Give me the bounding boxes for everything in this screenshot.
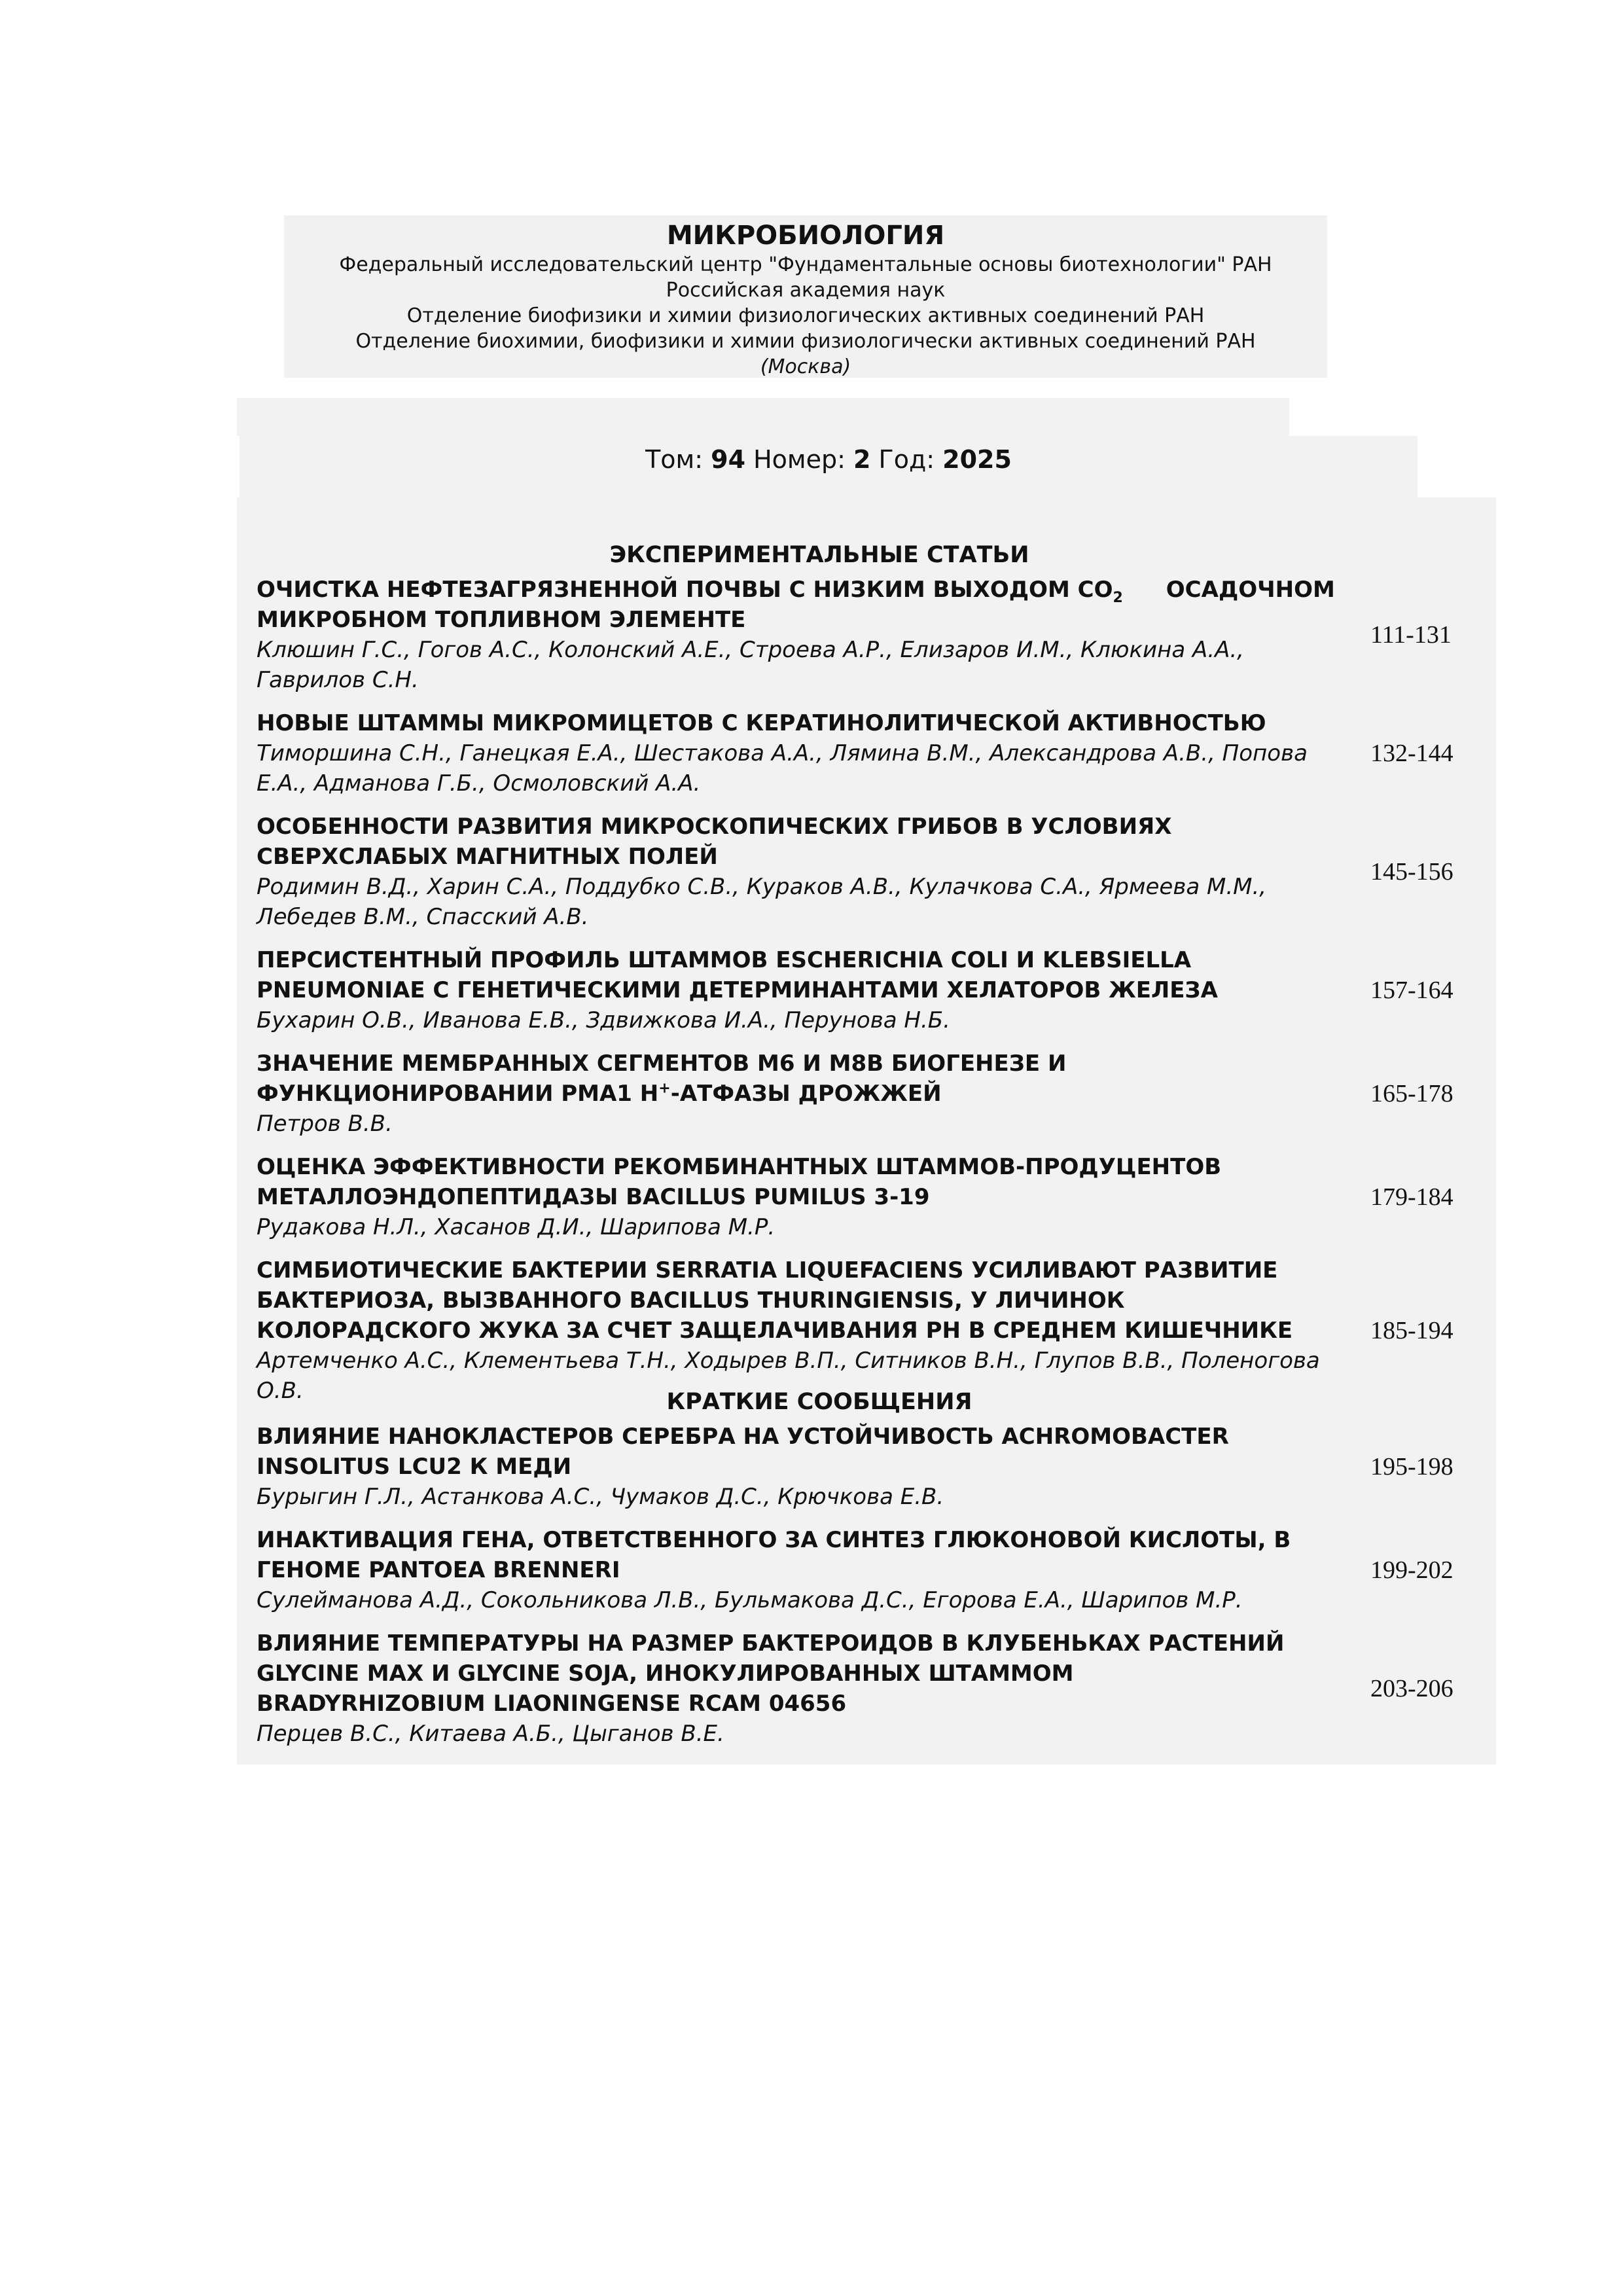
- article-authors-line: Лебедев В.М., Спасский А.В.: [257, 904, 589, 930]
- year-value: 2025: [942, 445, 1012, 474]
- article-title-line: НОВЫЕ ШТАММЫ МИКРОМИЦЕТОВ С КЕРАТИНОЛИТИЧЕСКОЙ АКТИВНОСТЬЮ: [257, 710, 1266, 736]
- toc-entry[interactable]: [257, 708, 1454, 798]
- article-title[interactable]: [257, 1525, 1395, 1585]
- article-title[interactable]: [257, 1255, 1395, 1346]
- article-title-line: ГЕНОМЕ PANTOEA BRENNERI: [257, 1557, 620, 1583]
- article-authors-line: Бурыгин Г.Л., Астанкова А.С., Чумаков Д.С., Крючкова Е.В.: [257, 1484, 944, 1510]
- article-title-line: СВЕРХСЛАБЫХ МАГНИТНЫХ ПОЛЕЙ: [257, 844, 718, 870]
- article-title[interactable]: [257, 1152, 1395, 1212]
- journal-title: МИКРОБИОЛОГИЯ: [666, 221, 945, 251]
- volume-label: Том:: [645, 445, 704, 474]
- article-authors-line: Клюшин Г.С., Гогов А.С., Колонский А.Е., Строева А.Р., Елизаров И.М., Клюкина А.А.,: [257, 637, 1244, 663]
- article-title-line: ФУНКЦИОНИРОВАНИИ PMA1 H+-АТФАЗЫ ДРОЖЖЕЙ: [257, 1080, 942, 1107]
- article-title-line: ЗНАЧЕНИЕ МЕМБРАННЫХ СЕГМЕНТОВ М6 И М8В БИОГЕНЕЗЕ И: [257, 1050, 1067, 1077]
- article-authors-line: Перцев В.С., Китаева А.Б., Цыганов В.Е.: [257, 1721, 724, 1747]
- article-authors: [257, 1719, 1343, 1749]
- article-title-line: ОСОБЕННОСТИ РАЗВИТИЯ МИКРОСКОПИЧЕСКИХ ГРИБОВ В УСЛОВИЯХ: [257, 814, 1172, 840]
- article-authors: [257, 738, 1343, 798]
- article-title-line: BRADYRHIZOBIUM LIAONINGENSE RCAM 04656: [257, 1691, 847, 1717]
- section-heading: КРАТКИЕ СООБЩЕНИЯ: [666, 1389, 972, 1415]
- journal-org-line: Российская академия наук: [666, 279, 946, 302]
- article-title-line: СИМБИОТИЧЕСКИЕ БАКТЕРИИ SERRATIA LIQUEFACIENS УСИЛИВАЮТ РАЗВИТИЕ: [257, 1257, 1278, 1283]
- article-pages: 185-194: [1370, 1317, 1454, 1344]
- article-authors-line: Гаврилов С.Н.: [257, 667, 419, 693]
- journal-org-line: Отделение биохимии, биофизики и химии физиологически активных соединений РАН: [355, 330, 1256, 353]
- toc-entry[interactable]: [257, 1255, 1454, 1406]
- toc-entry[interactable]: [257, 1152, 1454, 1242]
- article-title[interactable]: [257, 1049, 1395, 1109]
- toc-entry[interactable]: [257, 1422, 1454, 1512]
- article-title[interactable]: [257, 575, 1395, 635]
- table-of-contents: [237, 497, 1496, 1765]
- article-authors-line: Родимин В.Д., Харин С.А., Поддубко С.В., Кураков А.В., Кулачкова С.А., Ярмеева М.М.,: [257, 874, 1267, 900]
- article-authors-line: Петров В.В.: [257, 1111, 393, 1137]
- article-title-line: ВЛИЯНИЕ ТЕМПЕРАТУРЫ НА РАЗМЕР БАКТЕРОИДОВ В КЛУБЕНЬКАХ РАСТЕНИЙ: [257, 1630, 1285, 1657]
- toc-entry[interactable]: [257, 575, 1452, 695]
- article-authors: [257, 1482, 1343, 1512]
- article-title[interactable]: [257, 812, 1395, 872]
- article-pages: 179-184: [1370, 1183, 1454, 1211]
- superscript: +: [658, 1080, 671, 1097]
- article-authors-line: Тиморшина С.Н., Ганецкая Е.А., Шестакова А.А., Лямина В.М., Александрова А.В., Попова: [257, 740, 1308, 766]
- subscript: 2: [1113, 589, 1123, 606]
- article-pages: 199-202: [1370, 1556, 1454, 1584]
- journal-org-line: Отделение биофизики и химии физиологических активных соединений РАН: [406, 304, 1205, 327]
- article-title-line: ИНАКТИВАЦИЯ ГЕНА, ОТВЕТСТВЕННОГО ЗА СИНТЕЗ ГЛЮКОНОВОЙ КИСЛОТЫ, В: [257, 1527, 1291, 1553]
- article-title[interactable]: [257, 945, 1395, 1005]
- journal-org-line: Федеральный исследовательский центр "Фундаментальные основы биотехнологии" РАН: [339, 253, 1272, 276]
- article-authors-line: Сулейманова А.Д., Сокольникова Л.В., Бульмакова Д.С., Егорова Е.А., Шарипов М.Р.: [257, 1587, 1243, 1613]
- volume-value: 94: [711, 445, 746, 474]
- article-pages: 203-206: [1370, 1675, 1454, 1702]
- article-authors: [257, 1005, 1343, 1035]
- toc-entry[interactable]: [257, 1049, 1454, 1139]
- article-authors-line: Бухарин О.В., Иванова Е.В., Здвижкова И.А., Перунова Н.Б.: [257, 1007, 950, 1033]
- article-title[interactable]: [257, 1628, 1395, 1719]
- article-title-line: ОЦЕНКА ЭФФЕКТИВНОСТИ РЕКОМБИНАНТНЫХ ШТАММОВ-ПРОДУЦЕНТОВ: [257, 1154, 1222, 1180]
- article-authors-line: Е.А., Адманова Г.Б., Осмоловский А.А.: [257, 770, 701, 797]
- article-title-line: GLYCINE MAX И GLYCINE SOJA, ИНОКУЛИРОВАННЫХ ШТАММОМ: [257, 1660, 1074, 1687]
- article-authors-line: О.В.: [257, 1378, 304, 1404]
- article-title-line: МИКРОБНОМ ТОПЛИВНОМ ЭЛЕМЕНТЕ: [257, 607, 746, 633]
- section-heading: ЭКСПЕРИМЕНТАЛЬНЫЕ СТАТЬИ: [609, 542, 1029, 568]
- article-authors: [257, 1212, 1343, 1242]
- issue-info: [240, 436, 1418, 483]
- number-label: Номер:: [753, 445, 846, 474]
- article-pages: 132-144: [1370, 740, 1454, 767]
- article-authors: [257, 1585, 1343, 1615]
- article-authors: [257, 872, 1343, 932]
- article-title[interactable]: [257, 1422, 1395, 1482]
- article-authors-line: Рудакова Н.Л., Хасанов Д.И., Шарипова М.Р.: [257, 1214, 776, 1240]
- toc-entry[interactable]: [257, 1628, 1454, 1749]
- article-pages: 111-131: [1370, 621, 1452, 649]
- article-title-line: БАКТЕРИОЗА, ВЫЗВАННОГО BACILLUS THURINGIENSIS, У ЛИЧИНОК: [257, 1287, 1125, 1314]
- issue-band: [237, 398, 1289, 436]
- article-title-line: ОЧИСТКА НЕФТЕЗАГРЯЗНЕННОЙ ПОЧВЫ С НИЗКИМ ВЫХОДОМ $CO_2$ ОСАДОЧНОМ: [257, 577, 1335, 606]
- toc-entry[interactable]: [257, 945, 1454, 1035]
- article-authors-line: Артемченко А.С., Клементьева Т.Н., Ходырев В.П., Ситников В.Н., Глупов В.В., Поленогова: [257, 1348, 1320, 1374]
- toc-entry[interactable]: [257, 812, 1454, 932]
- article-pages: 165-178: [1370, 1080, 1454, 1107]
- journal-header: [284, 215, 1327, 378]
- article-authors: [257, 1109, 1343, 1139]
- article-title-line: ПЕРСИСТЕНТНЫЙ ПРОФИЛЬ ШТАММОВ ESCHERICHIA COLI И KLEBSIELLA: [257, 947, 1192, 973]
- article-pages: 145-156: [1370, 858, 1454, 886]
- article-pages: 195-198: [1370, 1453, 1454, 1480]
- number-value: 2: [853, 445, 871, 474]
- article-pages: 157-164: [1370, 977, 1454, 1004]
- article-title-line: МЕТАЛЛОЭНДОПЕПТИДАЗЫ BACILLUS PUMILUS 3-19: [257, 1184, 930, 1210]
- article-title-line: ВЛИЯНИЕ НАНОКЛАСТЕРОВ СЕРЕБРА НА УСТОЙЧИВОСТЬ ACHROMOBACTER: [257, 1424, 1229, 1450]
- article-title-line: INSOLITUS LCU2 К МЕДИ: [257, 1454, 572, 1480]
- article-title-line: КОЛОРАДСКОГО ЖУКА ЗА СЧЕТ ЗАЩЕЛАЧИВАНИЯ PH В СРЕДНЕМ КИШЕЧНИКЕ: [257, 1318, 1293, 1344]
- article-authors: [257, 635, 1343, 695]
- journal-city: (Москва): [760, 355, 851, 378]
- toc-entry[interactable]: [257, 1525, 1454, 1615]
- year-label: Год:: [878, 445, 935, 474]
- article-title[interactable]: [257, 708, 1395, 738]
- article-title-line: PNEUMONIAE С ГЕНЕТИЧЕСКИМИ ДЕТЕРМИНАНТАМИ ХЕЛАТОРОВ ЖЕЛЕЗА: [257, 977, 1218, 1003]
